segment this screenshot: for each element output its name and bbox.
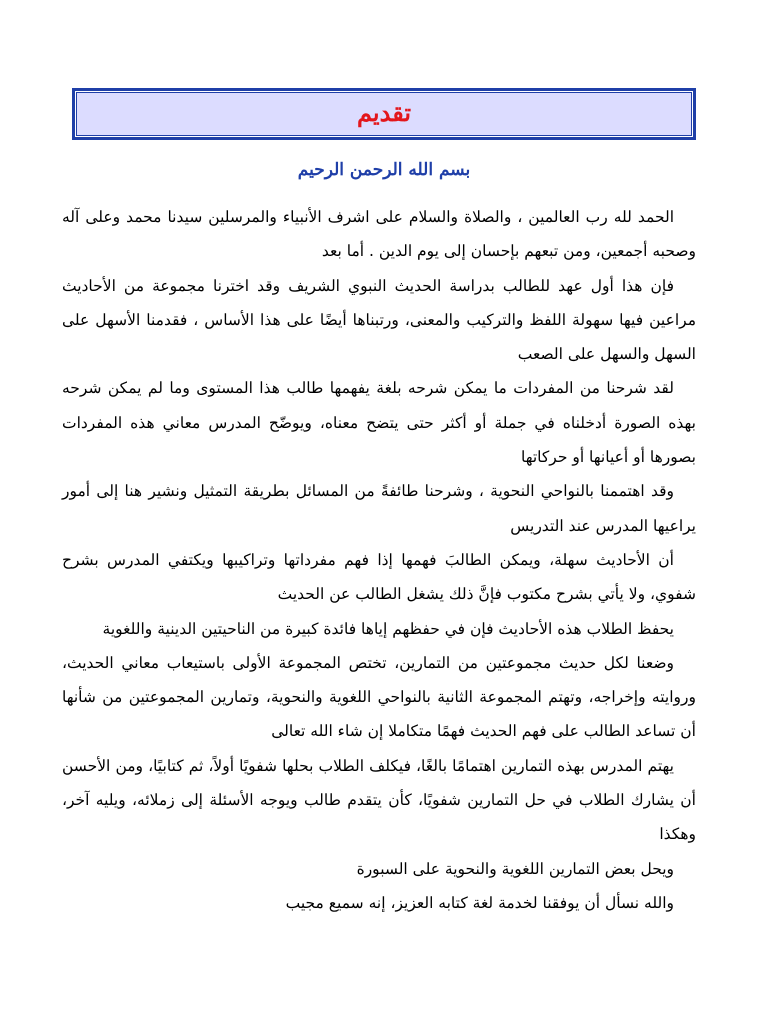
- paragraph-7: وضعنا لكل حديث مجموعتين من التمارين، تختص المجموعة الأولى باستيعاب معاني الحديث، وروايته وإخراجه، وتهتم المجموعة الثانية بالنواحي اللغوية والنحوية، وتمارين المجموعتين من شأنها أن تساعد الطالب على فهم الحديث فهمًا متكاملا إن شاء الله تعالى: [62, 653, 696, 741]
- paragraph-5: أن الأحاديث سهلة، ويمكن الطالبَ فهمها إذا فهم مفرداتها وتراكيبها ويكتفي المدرس بشرح شفوي، ولا يأتي بشرح مكتوب فإنَّ ذلك يشغل الطالب عن الحديث: [62, 550, 696, 604]
- page-title: تقديم: [356, 97, 412, 127]
- paragraph-8: يهتم المدرس بهذه التمارين اهتمامًا بالغًا، فيكلف الطلاب بحلها شفويًا أولاً، ثم كتابيًا، ومن الأحسن أن يشارك الطلاب في حل التمارين شفويًا، كأن يتقدم طالب ويوجه الأسئلة إلى زملائه، ويليه آخر، وهكذا: [62, 756, 696, 844]
- paragraph-6: يحفظ الطلاب هذه الأحاديث فإن في حفظهم إياها فائدة كبيرة من الناحيتين الدينية واللغوية: [102, 619, 674, 638]
- title-box: [72, 88, 696, 140]
- body-text: [62, 200, 696, 920]
- paragraph-10: والله نسأل أن يوفقنا لخدمة لغة كتابه العزيز، إنه سميع مجيب: [285, 893, 674, 912]
- paragraph-1: الحمد لله رب العالمين ، والصلاة والسلام على اشرف الأنبياء والمرسلين سيدنا محمد وعلى آله وصحبه أجمعين، ومن تبعهم بإحسان إلى يوم الدين . أما بعد: [62, 208, 696, 261]
- paragraph-3: لقد شرحنا من المفردات ما يمكن شرحه بلغة يفهمها طالب هذا المستوى وما لم يمكن شرحه بهذه الصورة أدخلناه في جملة أو أكثر حتى يتضح معناه، ويوضّح المدرس معاني هذه المفردات بصورها أو أعيانها أو حركاتها: [62, 379, 696, 467]
- paragraph-9: ويحل بعض التمارين اللغوية والنحوية على السبورة: [356, 859, 674, 878]
- basmala-heading: بسم الله الرحمن الرحيم: [297, 160, 471, 180]
- paragraph-4: وقد اهتممنا بالنواحي النحوية ، وشرحنا طائفةً من المسائل بطريقة التمثيل ونشير هنا إلى أمور يراعيها المدرس عند التدريس: [62, 482, 696, 535]
- paragraph-2: فإن هذا أول عهد للطالب بدراسة الحديث النبوي الشريف وقد اخترنا مجموعة من الأحاديث مراعين فيها سهولة اللفظ والتركيب والمعنى، ورتبناها أيضًا على هذا الأساس ، فقدمنا الأسهل على السهل والسهل على الصعب: [62, 276, 696, 364]
